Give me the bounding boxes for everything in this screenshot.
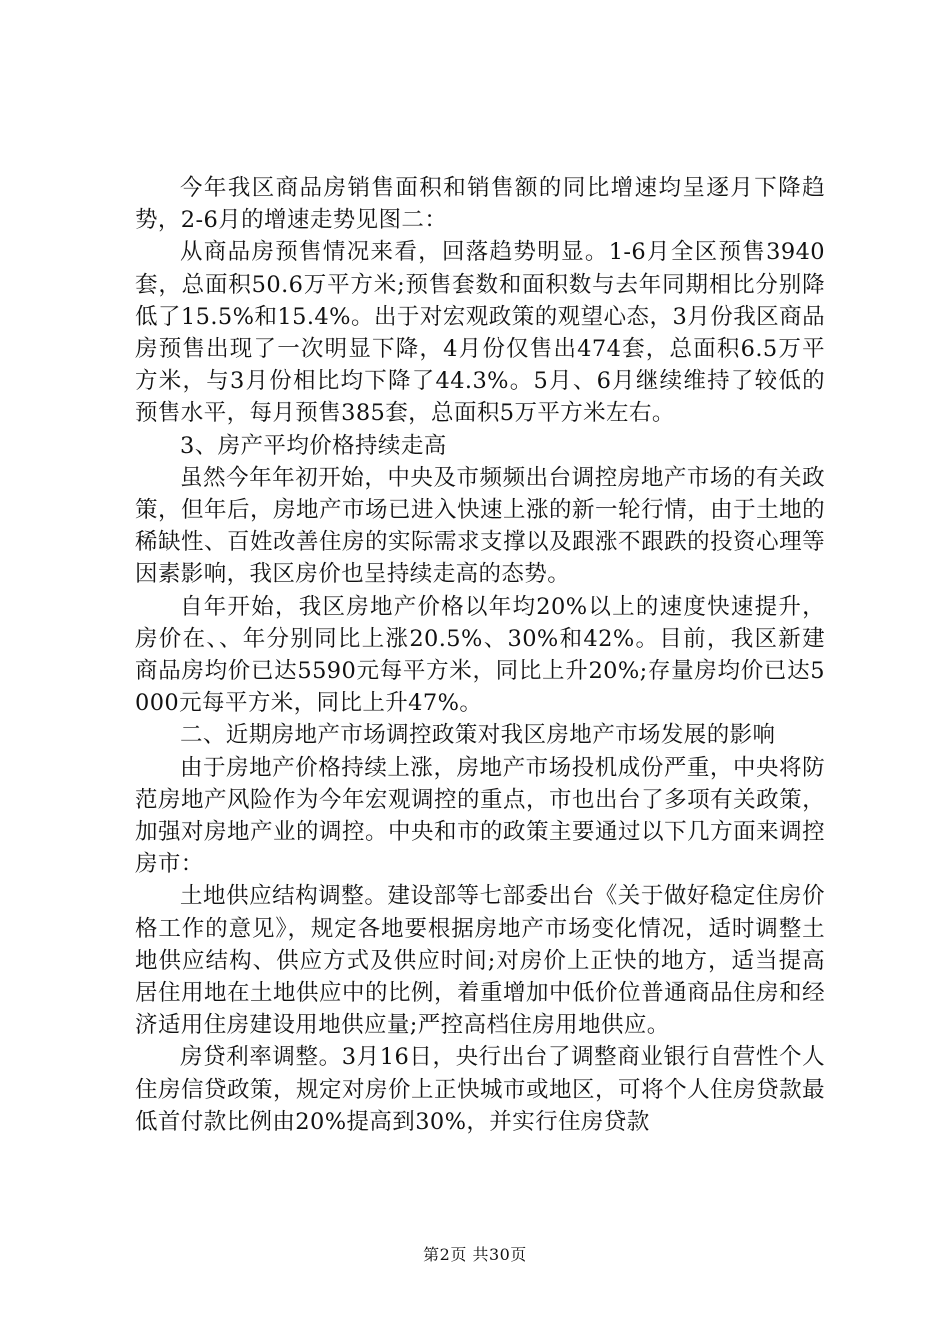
paragraph-sales-trend: 今年我区商品房销售面积和销售额的同比增速均呈逐月下降趋势，2-6月的增速走势见图二： bbox=[135, 175, 825, 234]
paragraph-mortgage-rate: 房贷利率调整。3月16日，央行出台了调整商业银行自营性个人住房信贷政策，规定对房价上正快城市或地区，可将个人住房贷款最低首付款比例由20%提高到30%，并实行住房贷款 bbox=[135, 1044, 825, 1135]
section-heading-price: 3、房产平均价格持续走高 bbox=[180, 432, 447, 459]
paragraph-presale: 从商品房预售情况来看，回落趋势明显。1-6月全区预售3940套，总面积50.6万平方米;预售套数和面积数与去年同期相比分别降低了15.5%和15.4%。出于对宏观政策的观望心态，3月份我区商品房预售出现了一次明显下降，4月份仅售出474套，总面积6.5万平方米，与3月份相比均下降了44.3%。5月、6月继续维持了较低的预售水平，每月预售385套，总面积5万平方米左右。 bbox=[135, 239, 825, 427]
paragraph-price-growth: 自年开始，我区房地产价格以年均20%以上的速度快速提升，房价在、、年分别同比上涨20.5%、30%和42%。目前，我区新建商品房均价已达5590元每平方米，同比上升20%;存量房均价已达5000元每平方米，同比上升47%。 bbox=[135, 593, 825, 717]
document-body bbox=[135, 172, 825, 1138]
paragraph-land-supply: 土地供应结构调整。建设部等七部委出台《关于做好稳定住房价格工作的意见》，规定各地要根据房地产市场变化情况，适时调整土地供应结构、供应方式及供应时间;对房价上正快的地方，适当提高居住用地在土地供应中的比例，着重增加中低价位普通商品住房和经济适用住房建设用地供应量;严控高档住房用地供应。 bbox=[135, 883, 825, 1039]
paragraph-price-policy: 虽然今年年初开始，中央及市频频出台调控房地产市场的有关政策，但年后，房地产市场已进入快速上涨的新一轮行情，由于土地的稀缺性、百姓改善住房的实际需求支撑以及跟涨不跟跌的投资心理等因素影响，我区房价也呈持续走高的态势。 bbox=[135, 464, 825, 588]
paragraph-policy-intro: 由于房地产价格持续上涨，房地产市场投机成份严重，中央将防范房地产风险作为今年宏观调控的重点，市也出台了多项有关政策，加强对房地产业的调控。中央和市的政策主要通过以下几方面来调控房市： bbox=[135, 754, 825, 878]
page-number-footer: 第2页 共30页 bbox=[423, 1245, 527, 1264]
section-heading-policy-impact: 二、近期房地产市场调控政策对我区房地产市场发展的影响 bbox=[180, 722, 776, 749]
